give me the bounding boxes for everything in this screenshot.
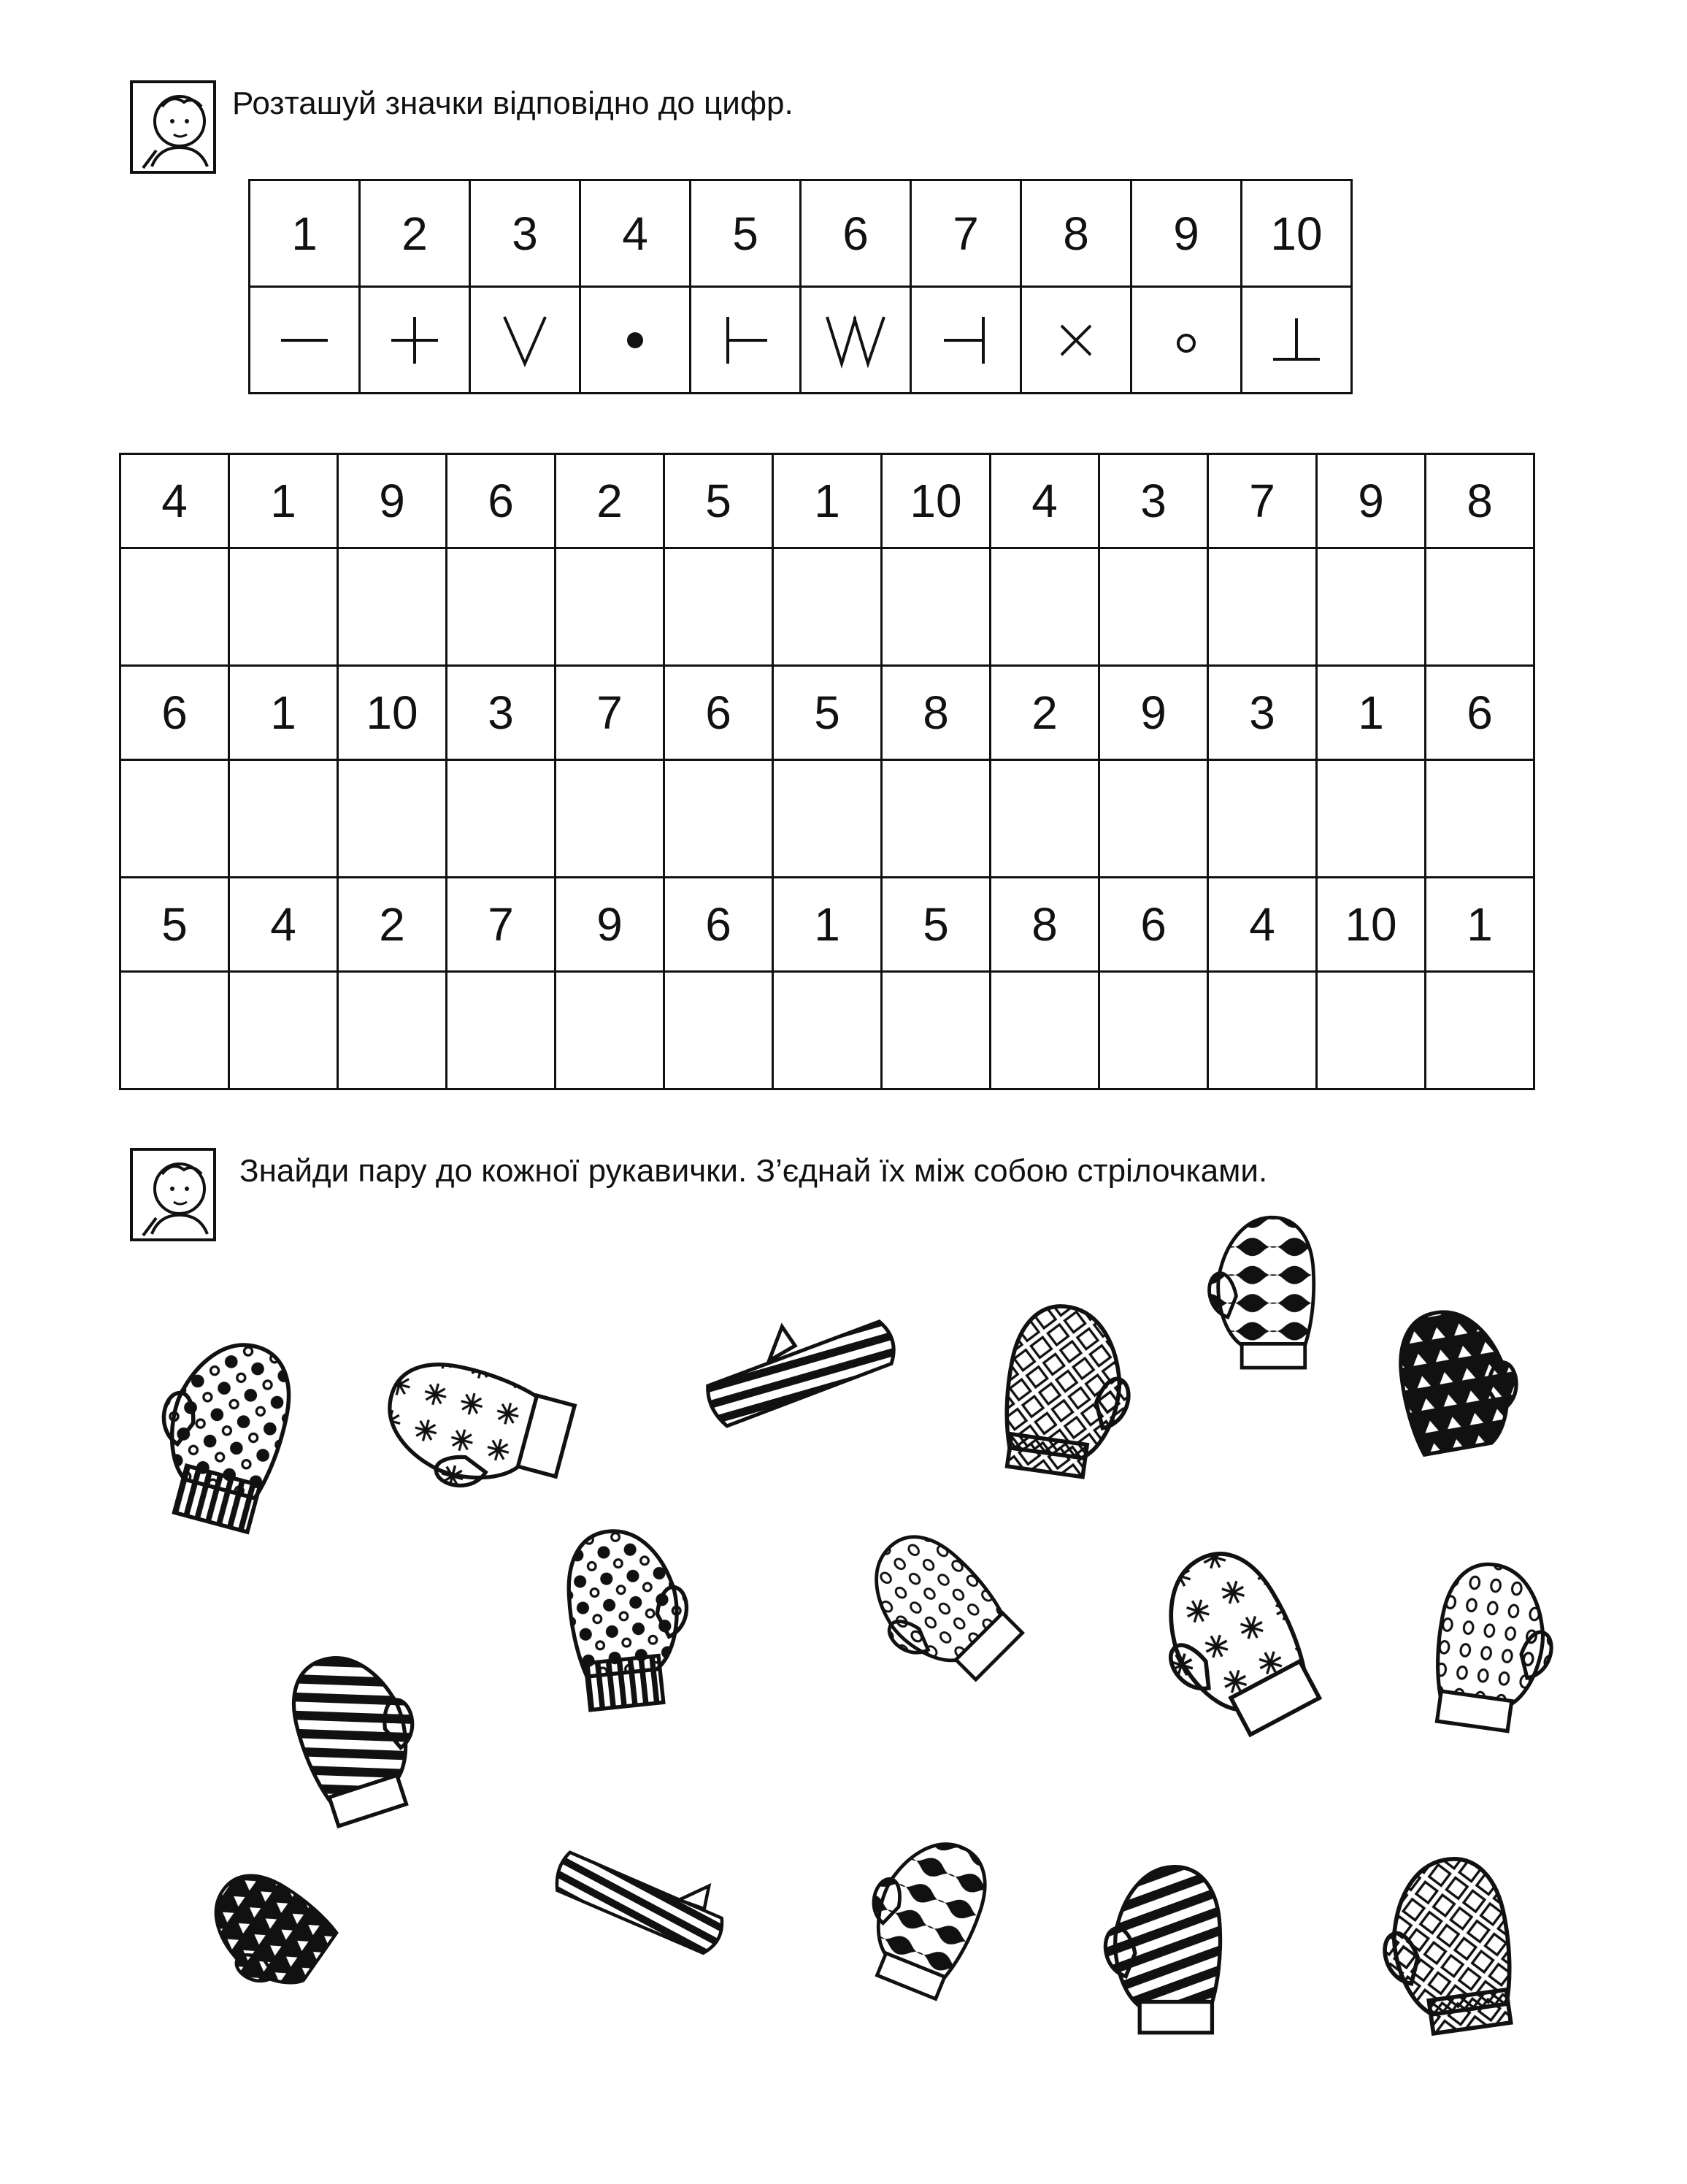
legend-symbol — [580, 287, 691, 394]
w-shape-icon — [823, 311, 888, 369]
legend-symbol — [911, 287, 1021, 394]
mitten-stripes[interactable] — [257, 1618, 459, 1858]
answer-cell[interactable] — [773, 760, 882, 878]
legend-number: 3 — [470, 180, 580, 287]
grid-number: 6 — [664, 666, 773, 760]
legend-number: 4 — [580, 180, 691, 287]
legend-symbol — [360, 287, 470, 394]
legend-number: 7 — [911, 180, 1021, 287]
mitten-diamond-lattice[interactable] — [1356, 1823, 1542, 2083]
grid-number: 1 — [1426, 878, 1534, 972]
number-to-symbol-grid — [119, 453, 1535, 1090]
x-cross-icon — [1047, 311, 1105, 369]
grid-number: 9 — [1099, 666, 1208, 760]
v-check-icon — [496, 311, 554, 369]
answer-cell[interactable] — [120, 548, 229, 666]
legend-symbol — [801, 287, 911, 394]
task2-instruction: Знайди пару до кожної рукавички. З’єднай їх між собою стрілочками. — [239, 1153, 1268, 1189]
answer-cell[interactable] — [556, 760, 664, 878]
grid-number: 6 — [447, 454, 556, 548]
grid-number: 7 — [1208, 454, 1317, 548]
grid-number: 5 — [882, 878, 991, 972]
answer-cell[interactable] — [991, 972, 1099, 1089]
grid-number: 3 — [1099, 454, 1208, 548]
up-tack-icon — [1267, 311, 1326, 369]
answer-cell[interactable] — [664, 548, 773, 666]
answer-cell[interactable] — [1099, 548, 1208, 666]
grid-number: 3 — [1208, 666, 1317, 760]
answer-cell[interactable] — [773, 548, 882, 666]
grid-number: 6 — [1099, 878, 1208, 972]
mitten-stripes[interactable] — [1095, 1847, 1234, 2059]
grid-number: 10 — [1317, 878, 1426, 972]
grid-number: 8 — [1426, 454, 1534, 548]
grid-number: 10 — [882, 454, 991, 548]
right-tee-icon — [937, 311, 995, 369]
answer-cell[interactable] — [991, 548, 1099, 666]
answer-cell[interactable] — [1426, 972, 1534, 1089]
answer-cell[interactable] — [556, 548, 664, 666]
mitten-horizontal-stripes[interactable] — [540, 1818, 745, 1993]
answer-cell[interactable] — [1317, 760, 1426, 878]
task1-instruction: Розташуй значки відповідно до цифр. — [232, 85, 793, 121]
filled-dot-icon — [606, 311, 664, 369]
grid-number: 3 — [447, 666, 556, 760]
grid-number: 6 — [120, 666, 229, 760]
grid-number: 1 — [229, 666, 338, 760]
grid-number: 9 — [338, 454, 447, 548]
answer-cell[interactable] — [338, 972, 447, 1089]
answer-cell[interactable] — [882, 548, 991, 666]
grid-number: 1 — [1317, 666, 1426, 760]
grid-number: 8 — [882, 666, 991, 760]
answer-cell[interactable] — [882, 760, 991, 878]
legend-symbol — [250, 287, 360, 394]
mitten-polka-dots[interactable] — [543, 1497, 712, 1737]
task-icon-child-drawing — [130, 80, 216, 174]
mitten-waves[interactable] — [812, 1801, 1036, 2033]
answer-cell[interactable] — [1426, 760, 1534, 878]
grid-number: 5 — [664, 454, 773, 548]
mitten-diamond-lattice[interactable] — [977, 1269, 1155, 1528]
answer-cell[interactable] — [338, 548, 447, 666]
answer-cell[interactable] — [447, 760, 556, 878]
answer-cell[interactable] — [556, 972, 664, 1089]
legend-symbol — [1021, 287, 1131, 394]
answer-cell[interactable] — [1099, 972, 1208, 1089]
answer-cell[interactable] — [120, 972, 229, 1089]
answer-cell[interactable] — [1099, 760, 1208, 878]
answer-cell[interactable] — [882, 972, 991, 1089]
mitten-ovals[interactable] — [1410, 1539, 1575, 1761]
grid-number: 7 — [556, 666, 664, 760]
mitten-snowflakes[interactable] — [1100, 1499, 1368, 1794]
grid-number: 2 — [556, 454, 664, 548]
grid-number: 9 — [556, 878, 664, 972]
legend-number: 10 — [1242, 180, 1352, 287]
answer-cell[interactable] — [1426, 548, 1534, 666]
task-icon-child-drawing — [130, 1148, 216, 1241]
answer-cell[interactable] — [338, 760, 447, 878]
answer-cell[interactable] — [664, 760, 773, 878]
grid-number: 1 — [773, 878, 882, 972]
mitten-waves[interactable] — [1197, 1205, 1329, 1387]
answer-cell[interactable] — [229, 760, 338, 878]
mitten-black-triangles[interactable] — [154, 1813, 401, 2065]
answer-cell[interactable] — [1317, 972, 1426, 1089]
grid-number: 10 — [338, 666, 447, 760]
legend-number: 9 — [1131, 180, 1242, 287]
plus-icon — [385, 311, 444, 369]
legend-number: 8 — [1021, 180, 1131, 287]
mitten-horizontal-stripes[interactable] — [693, 1292, 920, 1453]
grid-number: 6 — [664, 878, 773, 972]
legend-number: 1 — [250, 180, 360, 287]
symbol-legend-table — [248, 179, 1353, 394]
answer-cell[interactable] — [447, 972, 556, 1089]
grid-number: 8 — [991, 878, 1099, 972]
grid-number: 4 — [1208, 878, 1317, 972]
legend-symbol — [470, 287, 580, 394]
grid-number: 5 — [120, 878, 229, 972]
answer-cell[interactable] — [1208, 548, 1317, 666]
answer-cell[interactable] — [447, 548, 556, 666]
left-tee-icon — [716, 311, 775, 369]
grid-number: 1 — [773, 454, 882, 548]
mitten-black-triangles[interactable] — [1370, 1281, 1550, 1508]
legend-number: 5 — [691, 180, 801, 287]
legend-symbol — [1131, 287, 1242, 394]
grid-number: 2 — [991, 666, 1099, 760]
grid-number: 4 — [229, 878, 338, 972]
answer-cell[interactable] — [991, 760, 1099, 878]
grid-number: 4 — [120, 454, 229, 548]
grid-number: 9 — [1317, 454, 1426, 548]
grid-number: 5 — [773, 666, 882, 760]
grid-number: 2 — [338, 878, 447, 972]
answer-cell[interactable] — [1208, 760, 1317, 878]
legend-symbol — [691, 287, 801, 394]
mitten-snowflakes[interactable] — [356, 1344, 583, 1511]
mitten-polka-dots[interactable] — [122, 1300, 323, 1563]
mitten-ovals[interactable] — [809, 1481, 1067, 1739]
legend-number: 6 — [801, 180, 911, 287]
legend-symbol — [1242, 287, 1352, 394]
answer-cell[interactable] — [1208, 972, 1317, 1089]
answer-cell[interactable] — [664, 972, 773, 1089]
dash-icon — [275, 311, 334, 369]
answer-cell[interactable] — [1317, 548, 1426, 666]
small-circle-icon — [1157, 311, 1215, 369]
answer-cell[interactable] — [229, 972, 338, 1089]
answer-cell[interactable] — [773, 972, 882, 1089]
grid-number: 7 — [447, 878, 556, 972]
grid-number: 4 — [991, 454, 1099, 548]
answer-cell[interactable] — [229, 548, 338, 666]
legend-number: 2 — [360, 180, 470, 287]
answer-cell[interactable] — [120, 760, 229, 878]
grid-number: 6 — [1426, 666, 1534, 760]
grid-number: 1 — [229, 454, 338, 548]
